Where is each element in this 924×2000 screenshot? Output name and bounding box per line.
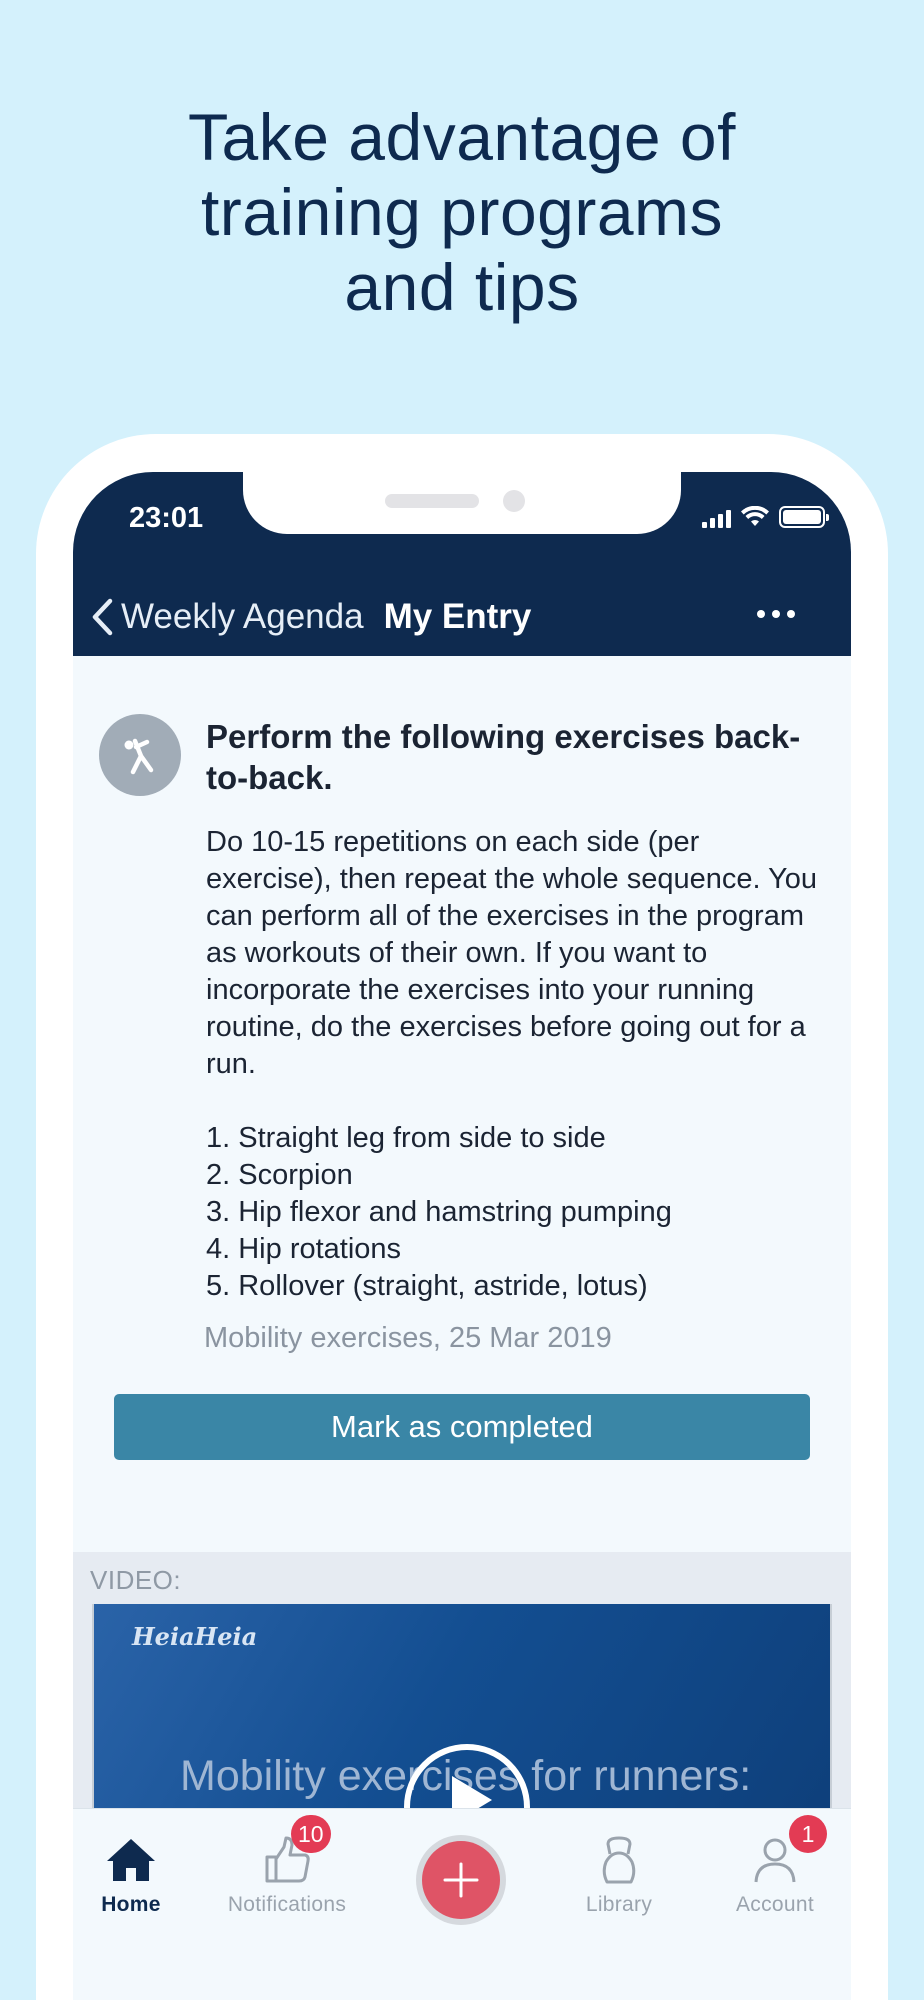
status-icons [702, 506, 825, 528]
tab-library[interactable] [549, 1809, 689, 1919]
chevron-left-icon [91, 598, 113, 636]
add-entry-button[interactable] [416, 1835, 506, 1925]
entry-meta: Mobility exercises, 25 Mar 2019 [204, 1322, 612, 1354]
exercise-avatar-icon [99, 714, 181, 796]
status-time: 23:01 [129, 502, 204, 534]
tab-label: Library [585, 1893, 653, 1916]
list-item: 1. Straight leg from side to side [206, 1122, 606, 1154]
more-dots-icon [757, 610, 765, 618]
back-label: Weekly Agenda [121, 597, 364, 636]
list-item: 5. Rollover (straight, astride, lotus) [206, 1270, 648, 1302]
list-item: 2. Scorpion [206, 1159, 353, 1191]
entry-description: Do 10-15 repetitions on each side (per exercise), then repeat the whole sequence. You can perform all of the exercises in the program as workouts of their own. If you want to incorporate the exercises into your running routine, do the exercises before going out for a run. [206, 826, 818, 1080]
battery-icon [779, 506, 825, 528]
video-logo: HeiaHeia [132, 1622, 258, 1651]
tab-notifications[interactable] [217, 1809, 357, 1919]
nav-bar [73, 578, 851, 656]
headline [0, 100, 924, 325]
phone-screen [73, 472, 851, 2000]
list-item: 3. Hip flexor and hamstring pumping [206, 1196, 672, 1228]
kettlebell-icon [600, 1836, 638, 1884]
more-button[interactable] [757, 610, 795, 618]
video-label: VIDEO: [90, 1565, 182, 1595]
wifi-icon [741, 506, 769, 528]
notifications-badge: 10 [291, 1815, 331, 1853]
top-bar [73, 472, 851, 656]
headline-line-1: Take advantage of [188, 100, 736, 174]
tab-home[interactable] [73, 1809, 201, 1919]
headline-line-2: training programs [200, 175, 724, 249]
headline-line-3: and tips [344, 250, 580, 324]
tab-label: Home [101, 1893, 161, 1916]
back-button[interactable] [91, 597, 364, 637]
video-section [73, 1552, 851, 1852]
page-title: My Entry [383, 597, 532, 636]
account-badge: 1 [789, 1815, 827, 1853]
exercise-list [206, 1120, 826, 1305]
tab-account[interactable] [705, 1809, 845, 1919]
list-item: 4. Hip rotations [206, 1233, 402, 1265]
tab-label: Account [736, 1893, 814, 1916]
signal-icon [702, 508, 731, 528]
plus-icon [441, 1860, 481, 1900]
home-icon [105, 1837, 157, 1883]
phone-notch [243, 472, 681, 534]
tab-bar [73, 1808, 851, 2000]
entry-title: Perform the following exercises back-to-back. [206, 718, 801, 796]
tab-label: Notifications [227, 1893, 347, 1916]
mark-as-completed-button[interactable]: Mark as completed [114, 1394, 810, 1460]
video-overlay-text: Mobility exercises for runners: [180, 1752, 752, 1800]
